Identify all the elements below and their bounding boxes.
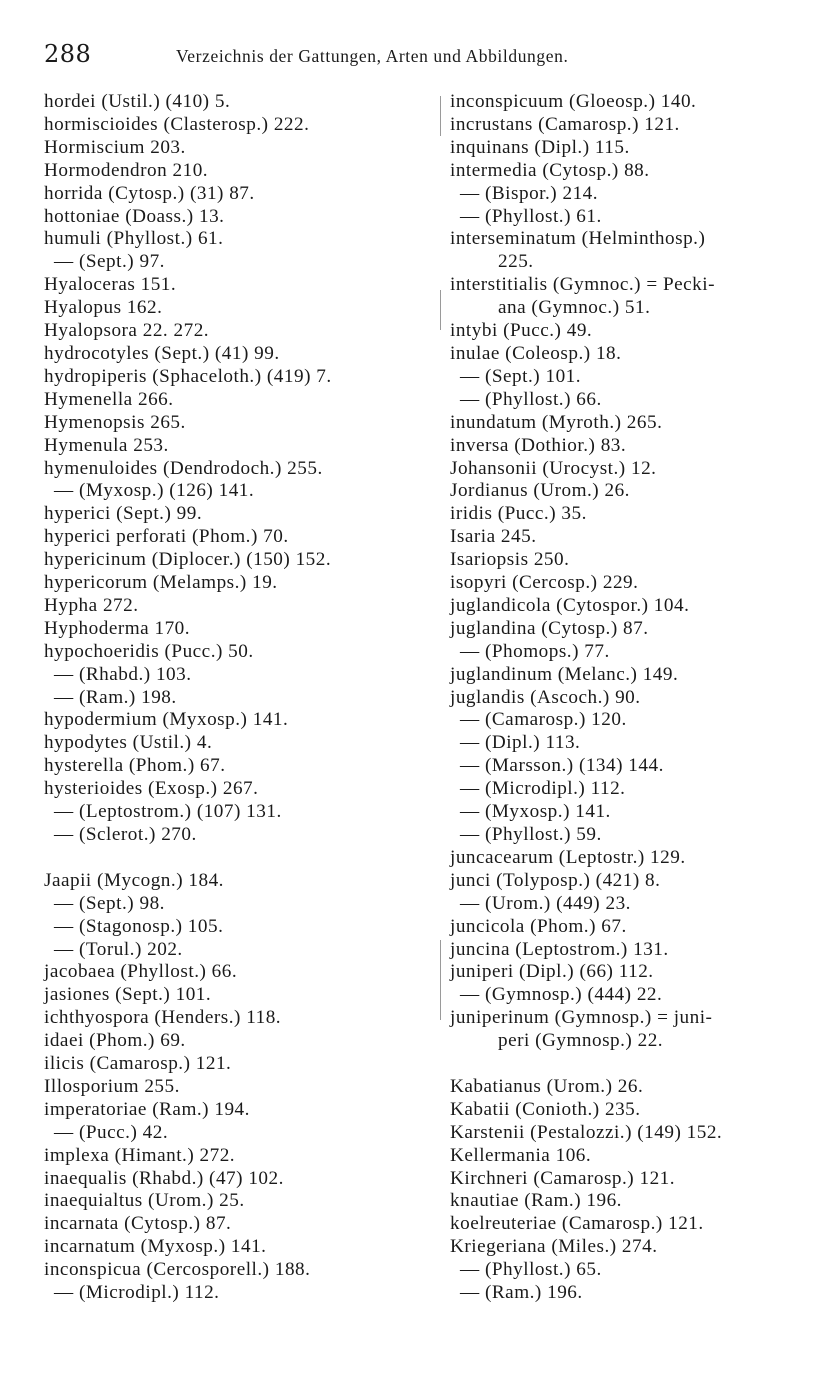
index-entry: inulae (Coleosp.) 18.: [450, 342, 622, 364]
index-entry: — (Leptostrom.) (107) 131.: [54, 801, 282, 823]
index-entry: juncicola (Phom.) 67.: [450, 915, 627, 937]
index-entry: Isariopsis 250.: [450, 549, 570, 571]
index-column-right: [450, 91, 822, 1305]
index-entry: Kriegeriana (Miles.) 274.: [450, 1236, 658, 1258]
index-entry: hydropiperis (Sphaceloth.) (419) 7.: [44, 365, 332, 387]
index-entry: Kirchneri (Camarosp.) 121.: [450, 1167, 676, 1189]
index-entry: koelreuteriae (Camarosp.) 121.: [450, 1213, 704, 1235]
index-entry: Kabatianus (Urom.) 26.: [450, 1075, 644, 1097]
page-number: 288: [44, 40, 92, 68]
index-entry: Karstenii (Pestalozzi.) (149) 152.: [450, 1121, 723, 1143]
index-entry: — (Myxosp.) (126) 141.: [54, 480, 255, 502]
index-entry: idaei (Phom.) 69.: [44, 1030, 186, 1052]
index-entry: ilicis (Camarosp.) 121.: [44, 1053, 232, 1075]
index-entry: hypodytes (Ustil.) 4.: [44, 732, 213, 754]
section-gap: [450, 1053, 822, 1076]
index-entry: Hymenella 266.: [44, 388, 174, 410]
index-entry: — (Phyllost.) 65.: [460, 1259, 602, 1281]
index-entry: hormiscioides (Clasterosp.) 222.: [44, 113, 310, 135]
index-entry: — (Marsson.) (134) 144.: [460, 755, 664, 777]
column-divider: [440, 290, 441, 330]
index-entry: hysterella (Phom.) 67.: [44, 755, 226, 777]
index-entry: — (Phyllost.) 66.: [460, 388, 602, 410]
page-header: [44, 40, 804, 74]
index-entry: Hypha 272.: [44, 594, 139, 616]
index-entry: hymenuloides (Dendrodoch.) 255.: [44, 457, 323, 479]
index-entry: Hyaloceras 151.: [44, 274, 177, 296]
index-entry: jasiones (Sept.) 101.: [44, 984, 212, 1006]
index-entry: — (Sept.) 97.: [54, 251, 165, 273]
column-divider: [440, 940, 441, 1020]
index-entry: implexa (Himant.) 272.: [44, 1144, 236, 1166]
index-entry: — (Camarosp.) 120.: [460, 709, 627, 731]
index-entry: juglandicola (Cytospor.) 104.: [450, 594, 690, 616]
index-entry: Kabatii (Conioth.) 235.: [450, 1098, 641, 1120]
index-entry: 225.: [498, 251, 534, 273]
index-entry: — (Pucc.) 42.: [54, 1121, 169, 1143]
index-entry: juglandis (Ascoch.) 90.: [450, 686, 641, 708]
index-entry: inconspicua (Cercosporell.) 188.: [44, 1259, 311, 1281]
index-entry: inundatum (Myroth.) 265.: [450, 411, 663, 433]
index-entry: inversa (Dothior.) 83.: [450, 434, 627, 456]
index-entry: Jordianus (Urom.) 26.: [450, 480, 630, 502]
index-entry: junci (Tolyposp.) (421) 8.: [450, 869, 661, 891]
index-entry: — (Ram.) 198.: [54, 686, 177, 708]
index-entry: juncacearum (Leptostr.) 129.: [450, 846, 686, 868]
index-entry: inaequialtus (Urom.) 25.: [44, 1190, 245, 1212]
index-entry: Hymenopsis 265.: [44, 411, 186, 433]
index-entry: Hymenula 253.: [44, 434, 169, 456]
index-entry: iridis (Pucc.) 35.: [450, 503, 587, 525]
index-entry: intermedia (Cytosp.) 88.: [450, 159, 650, 181]
index-entry: isopyri (Cercosp.) 229.: [450, 572, 639, 594]
index-entry: hyperici perforati (Phom.) 70.: [44, 526, 289, 548]
index-entry: inaequalis (Rhabd.) (47) 102.: [44, 1167, 284, 1189]
index-entry: incarnatum (Myxosp.) 141.: [44, 1236, 267, 1258]
index-entry: juglandinum (Melanc.) 149.: [450, 663, 679, 685]
index-entry: imperatoriae (Ram.) 194.: [44, 1098, 250, 1120]
index-entry: knautiae (Ram.) 196.: [450, 1190, 622, 1212]
index-entry: — (Microdipl.) 112.: [460, 778, 626, 800]
index-entry: — (Stagonosp.) 105.: [54, 915, 224, 937]
index-entry: hypodermium (Myxosp.) 141.: [44, 709, 289, 731]
index-entry: — (Ram.) 196.: [460, 1282, 583, 1304]
index-entry: interstitialis (Gymnoc.) = Pecki-: [450, 274, 715, 296]
running-title: Verzeichnis der Gattungen, Arten und Abbildungen.: [176, 46, 569, 66]
index-entry: Johansonii (Urocyst.) 12.: [450, 457, 657, 479]
index-entry: — (Bispor.) 214.: [460, 182, 599, 204]
index-entry: hypericorum (Melamps.) 19.: [44, 572, 278, 594]
index-entry: juniperinum (Gymnosp.) = juni-: [450, 1007, 713, 1029]
index-entry: juglandina (Cytosp.) 87.: [450, 617, 649, 639]
index-entry: Isaria 245.: [450, 526, 537, 548]
index-entry: Hyalopsora 22. 272.: [44, 320, 210, 342]
index-entry: hyperici (Sept.) 99.: [44, 503, 203, 525]
index-column-left: [44, 91, 429, 1305]
index-entry: humuli (Phyllost.) 61.: [44, 228, 224, 250]
index-entry: ana (Gymnoc.) 51.: [498, 297, 651, 319]
section-gap: [44, 847, 429, 870]
index-entry: — (Sclerot.) 270.: [54, 824, 197, 845]
index-entry: Hyphoderma 170.: [44, 617, 191, 639]
index-entry: hypericinum (Diplocer.) (150) 152.: [44, 549, 332, 571]
index-entry: — (Sept.) 98.: [54, 892, 165, 914]
index-entry: incarnata (Cytosp.) 87.: [44, 1213, 232, 1235]
index-entry: — (Rhabd.) 103.: [54, 663, 192, 685]
index-entry: hordei (Ustil.) (410) 5.: [44, 91, 231, 112]
index-entry: hysterioides (Exosp.) 267.: [44, 778, 259, 800]
index-entry: peri (Gymnosp.) 22.: [498, 1030, 664, 1052]
index-entry: hydrocotyles (Sept.) (41) 99.: [44, 342, 280, 364]
index-entry: interseminatum (Helminthosp.): [450, 228, 706, 250]
index-entry: Hyalopus 162.: [44, 297, 163, 319]
index-entry: horrida (Cytosp.) (31) 87.: [44, 182, 255, 204]
index-entry: hottoniae (Doass.) 13.: [44, 205, 225, 227]
index-entry: incrustans (Camarosp.) 121.: [450, 113, 680, 135]
index-entry: — (Phyllost.) 59.: [460, 824, 602, 845]
column-divider: [440, 96, 441, 136]
index-entry: — (Urom.) (449) 23.: [460, 892, 631, 914]
index-entry: — (Dipl.) 113.: [460, 732, 581, 754]
index-entry: jacobaea (Phyllost.) 66.: [44, 961, 238, 983]
index-entry: inquinans (Dipl.) 115.: [450, 136, 630, 158]
index-entry: Hormodendron 210.: [44, 159, 209, 181]
index-entry: — (Phyllost.) 61.: [460, 205, 602, 227]
index-entry: — (Gymnosp.) (444) 22.: [460, 984, 663, 1006]
index-entry: — (Sept.) 101.: [460, 365, 582, 387]
index-entry: juniperi (Dipl.) (66) 112.: [450, 961, 654, 983]
index-entry: Illosporium 255.: [44, 1075, 180, 1097]
index-entry: hypochoeridis (Pucc.) 50.: [44, 640, 254, 662]
index-entry: juncina (Leptostrom.) 131.: [450, 938, 669, 960]
index-entry: Kellermania 106.: [450, 1144, 592, 1166]
index-entry: — (Phomops.) 77.: [460, 640, 610, 662]
index-entry: Jaapii (Mycogn.) 184.: [44, 869, 224, 891]
index-entry: — (Microdipl.) 112.: [54, 1282, 220, 1304]
index-entry: Hormiscium 203.: [44, 136, 186, 158]
index-entry: intybi (Pucc.) 49.: [450, 320, 593, 342]
index-entry: — (Torul.) 202.: [54, 938, 183, 960]
index-entry: inconspicuum (Gloeosp.) 140.: [450, 91, 697, 112]
index-entry: — (Myxosp.) 141.: [460, 801, 611, 823]
index-entry: ichthyospora (Henders.) 118.: [44, 1007, 282, 1029]
